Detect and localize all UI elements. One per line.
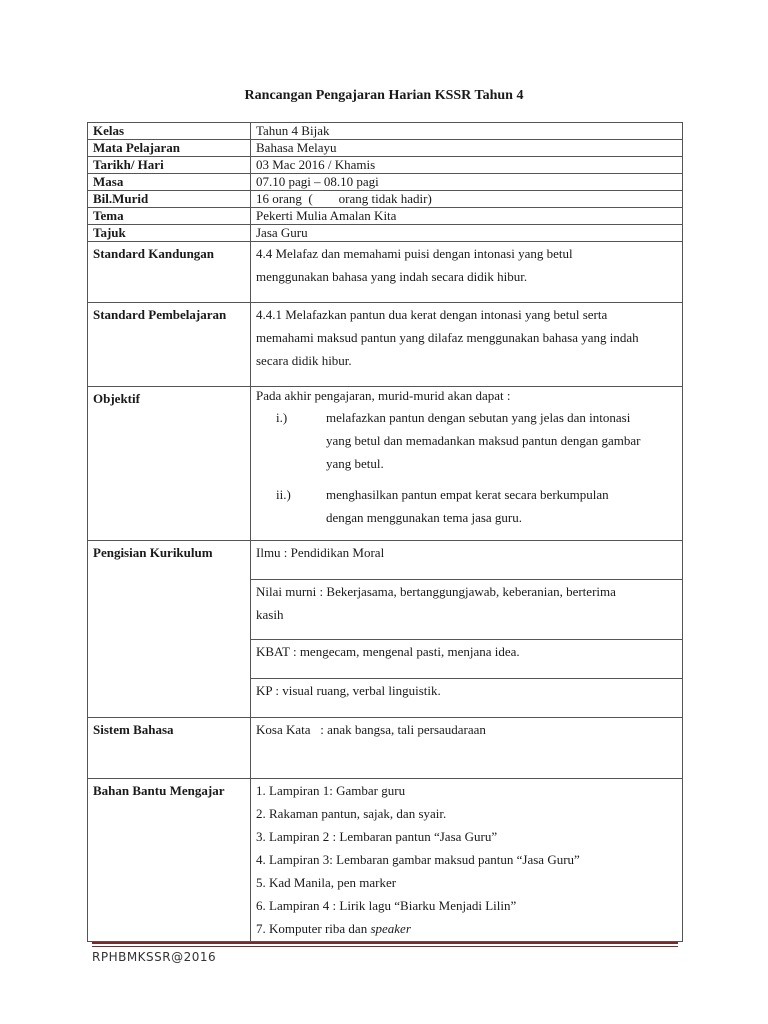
table-row [88, 541, 683, 718]
row-value: Jasa Guru [251, 225, 683, 242]
row-value: 07.10 pagi – 08.10 pagi [251, 174, 683, 191]
list-item [256, 917, 677, 940]
row-label: Standard Kandungan [88, 242, 251, 303]
objective-indent [256, 452, 326, 475]
row-value [251, 779, 683, 942]
objective-text: yang betul dan memadankan maksud pantun dengan gambar [326, 433, 641, 448]
row-label: Tarikh/ Hari [88, 157, 251, 174]
table-row [88, 174, 683, 191]
lesson-plan-table [87, 122, 683, 942]
table-row [88, 225, 683, 242]
objective-indent [256, 506, 326, 529]
table-row [88, 157, 683, 174]
row-label: Bil.Murid [88, 191, 251, 208]
list-item-text: 7. Komputer riba dan [256, 921, 371, 936]
list-item: 5. Kad Manila, pen marker [256, 875, 397, 890]
footer-text: RPHBMKSSR@2016 [92, 950, 217, 964]
table-row [88, 718, 683, 779]
objective-text: melafazkan pantun dengan sebutan yang jelas dan intonasi [326, 410, 631, 425]
row-label: Standard Pembelajaran [88, 303, 251, 387]
row-value [251, 541, 683, 718]
row-label: Sistem Bahasa [88, 718, 251, 779]
table-row [88, 123, 683, 140]
text-line: memahami maksud pantun yang dilafaz menggunakan bahasa yang indah [256, 330, 639, 345]
curriculum-kp: KP : visual ruang, verbal linguistik. [251, 678, 682, 717]
row-label: Tajuk [88, 225, 251, 242]
row-label: Tema [88, 208, 251, 225]
table-row [88, 140, 683, 157]
row-label: Mata Pelajaran [88, 140, 251, 157]
table-row [88, 303, 683, 387]
list-item: 4. Lampiran 3: Lembaran gambar maksud pantun “Jasa Guru” [256, 852, 580, 867]
row-value [251, 303, 683, 387]
text-line: kasih [256, 607, 284, 622]
row-label: Pengisian Kurikulum [88, 541, 251, 718]
list-item-italic: speaker [370, 921, 411, 936]
footer-rule [92, 942, 678, 944]
row-value: Pekerti Mulia Amalan Kita [251, 208, 683, 225]
row-value: 03 Mac 2016 / Khamis [251, 157, 683, 174]
row-value: Tahun 4 Bijak [251, 123, 683, 140]
page-title: Rancangan Pengajaran Harian KSSR Tahun 4 [244, 88, 524, 103]
list-item: 2. Rakaman pantun, sajak, dan syair. [256, 806, 447, 821]
objective-line [256, 452, 677, 475]
table-row [88, 242, 683, 303]
objective-indent [256, 429, 326, 452]
table-row [88, 191, 683, 208]
list-item: 6. Lampiran 4 : Lirik lagu “Biarku Menjadi Lilin” [256, 898, 517, 913]
list-item: 3. Lampiran 2 : Lembaran pantun “Jasa Guru” [256, 829, 498, 844]
list-item: 1. Lampiran 1: Gambar guru [256, 783, 406, 798]
objective-line [256, 506, 677, 529]
curriculum-kbat: KBAT : mengecam, mengenal pasti, menjana idea. [251, 639, 682, 678]
objective-text: menghasilkan pantun empat kerat secara berkumpulan [326, 487, 609, 502]
row-value [251, 387, 683, 541]
text-line: secara didik hibur. [256, 353, 352, 368]
row-label: Kelas [88, 123, 251, 140]
row-label: Objektif [88, 387, 251, 541]
row-value: Bahasa Melayu [251, 140, 683, 157]
objective-text: dengan menggunakan tema jasa guru. [326, 510, 523, 525]
objective-item [256, 406, 677, 475]
objective-number: ii.) [276, 487, 291, 502]
row-label: Masa [88, 174, 251, 191]
row-value: 16 orang ( orang tidak hadir) [251, 191, 683, 208]
text-line: Nilai murni : Bekerjasama, bertanggungjawab, keberanian, berterima [256, 584, 616, 599]
table-row [88, 208, 683, 225]
table-row [88, 387, 683, 541]
curriculum-nilai [251, 579, 682, 639]
row-value [251, 242, 683, 303]
row-value: Kosa Kata : anak bangsa, tali persaudaraan [251, 718, 683, 779]
objective-item [256, 483, 677, 529]
objective-line [256, 429, 677, 452]
text-line: 4.4.1 Melafazkan pantun dua kerat dengan intonasi yang betul serta [256, 307, 608, 322]
curriculum-ilmu: Ilmu : Pendidikan Moral [256, 545, 385, 560]
row-label: Bahan Bantu Mengajar [88, 779, 251, 942]
text-line: menggunakan bahasa yang indah secara didik hibur. [256, 269, 528, 284]
objective-text: yang betul. [326, 456, 384, 471]
table-row [88, 779, 683, 942]
text-line: 4.4 Melafaz dan memahami puisi dengan intonasi yang betul [256, 246, 573, 261]
objective-number: i.) [276, 410, 288, 425]
objective-line [256, 483, 677, 506]
footer-rule-thin [92, 946, 678, 947]
objective-intro: Pada akhir pengajaran, murid-murid akan dapat : [256, 388, 511, 403]
objective-line [256, 406, 677, 429]
